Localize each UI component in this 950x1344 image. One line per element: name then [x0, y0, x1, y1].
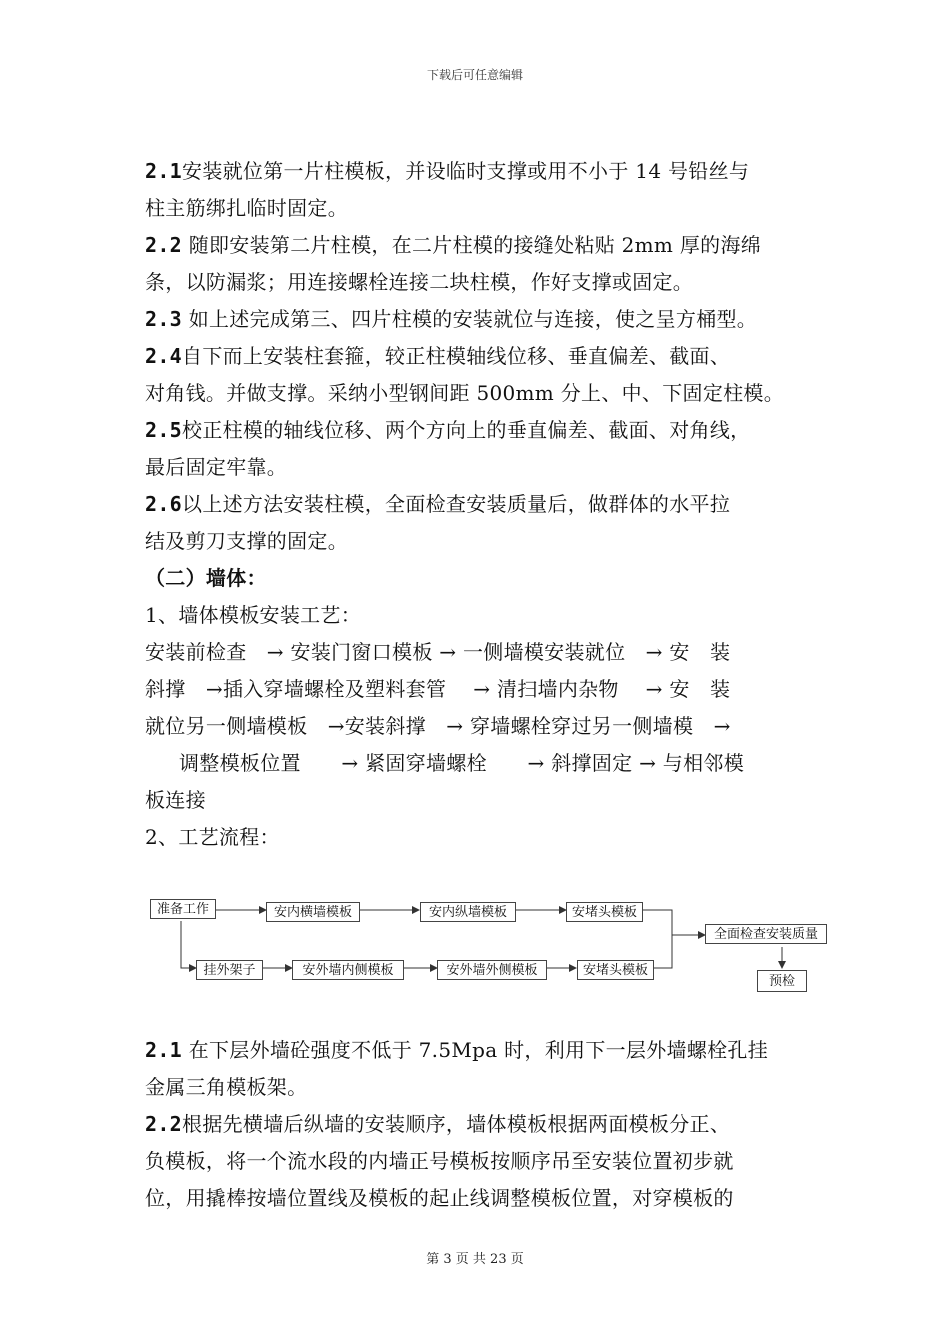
page-footer: 第 3 页 共 23 页 [426, 1252, 524, 1267]
wall-step-2-2: 2.2根据先横墙后纵墙的安装顺序，墙体模板根据两面模板分正、 [145, 1112, 731, 1136]
process-line: 板连接 [145, 788, 206, 812]
wall-heading: （二）墙体： [145, 566, 267, 590]
wall-step-2-1: 2.1 在下层外墙砼强度不低于 7.5Mpa 时，利用下一层外墙螺栓孔挂 [145, 1038, 769, 1062]
arrow [181, 921, 196, 968]
process-line: 就位另一侧墙模板 →安装斜撑 → 穿墙螺栓穿过另一侧墙模 → [145, 714, 731, 738]
flow-box: 安内纵墙模板 [420, 902, 516, 922]
flow-box: 挂外架子 [196, 960, 263, 980]
flow-box: 安外墙内侧模板 [292, 960, 404, 980]
step-2-3: 2.3 如上述完成第三、四片柱模的安装就位与连接，使之呈方桶型。 [145, 307, 758, 331]
wall-steps: 2.1 在下层外墙砼强度不低于 7.5Mpa 时，利用下一层外墙螺栓孔挂 金属三角模板架。 2.2根据先横墙后纵墙的安装顺序，墙体模板根据两面模板分正、 负模板，将一个流水段的内墙正号模板按顺序吊至安装位置初步就 位，用撬棒按墙位置线及模板的起止线调整模板位置，对穿模板的 [145, 1032, 807, 1217]
process-line: 斜撑 →插入穿墙螺栓及塑料套管 → 清扫墙内杂物 → 安 装 [145, 677, 731, 701]
process-line: 安装前检查 → 安装门窗口模板 → 一侧墙模安装就位 → 安 装 [145, 640, 731, 664]
flow-box: 安内横墙模板 [266, 902, 360, 922]
process-title: 1、墙体模板安装工艺： [145, 603, 362, 627]
step-2-6: 2.6以上述方法安装柱模，全面检查安装质量后，做群体的水平拉 [145, 492, 731, 516]
flow-box-check: 全面检查安装质量 [705, 924, 827, 944]
step-2-4: 2.4自下而上安装柱套箍，较正柱模轴线位移、垂直偏差、截面、 [145, 344, 731, 368]
flow-box: 安外墙外侧模板 [437, 960, 547, 980]
column-steps: 2.1安装就位第一片柱模板，并设临时支撑或用不小于 14 号铅丝与 柱主筋绑扎临时固定。 2.2 随即安装第二片柱模，在二片柱模的接缝处粘贴 2mm 厚的海绵 条，以防漏浆；用连接螺栓连接二块柱模，作好支撑或固定。 2.3 如上述完成第三、四片柱模的安装就位与连接，使之呈方桶型。 2.4自下而上安装柱套箍，较正柱模轴线位移、垂直偏差、截面、 对角钱。并做支撑。采纳小型钢间距 500mm 分上、中、下固定柱模。 2.5校正柱模的轴线位移、两个方向上的垂直偏差、截面、对角线， 最后固定牢靠。 2.6以上述方法安装柱模，全面检查安装质量后，做群体的水平拉 结及剪刀支撑的固定。 （二）墙体： 1、墙体模板安装工艺： 安装前检查 → 安装门窗口模板 → 一侧墙模安装就位 → 安 装 斜撑 →插入穿墙螺栓及塑料套管 → 清扫墙内杂物 → 安 装 就位另一侧墙模板 →安装斜撑 → 穿墙螺栓穿过另一侧墙模 → 调整模板位置 → 紧固穿墙螺栓 → 斜撑固定 → 与相邻模 板连接 2、工艺流程： [145, 153, 807, 856]
step-2-1: 2.1安装就位第一片柱模板，并设临时支撑或用不小于 14 号铅丝与 [145, 159, 750, 183]
page-header: 下载后可任意编辑 [426, 68, 523, 82]
flow-box-final: 预检 [757, 970, 807, 992]
flow-box-start: 准备工作 [150, 899, 216, 919]
flow-box: 安堵头模板 [577, 960, 654, 980]
step-2-5: 2.5校正柱模的轴线位移、两个方向上的垂直偏差、截面、对角线， [145, 418, 751, 442]
process-line: 调整模板位置 → 紧固穿墙螺栓 → 斜撑固定 → 与相邻模 [179, 751, 745, 775]
step-2-2: 2.2 随即安装第二片柱模，在二片柱模的接缝处粘贴 2mm 厚的海绵 [145, 233, 762, 257]
flow-title: 2、工艺流程： [145, 825, 280, 849]
flow-box: 安堵头模板 [566, 902, 643, 922]
process-flowchart [145, 888, 835, 998]
